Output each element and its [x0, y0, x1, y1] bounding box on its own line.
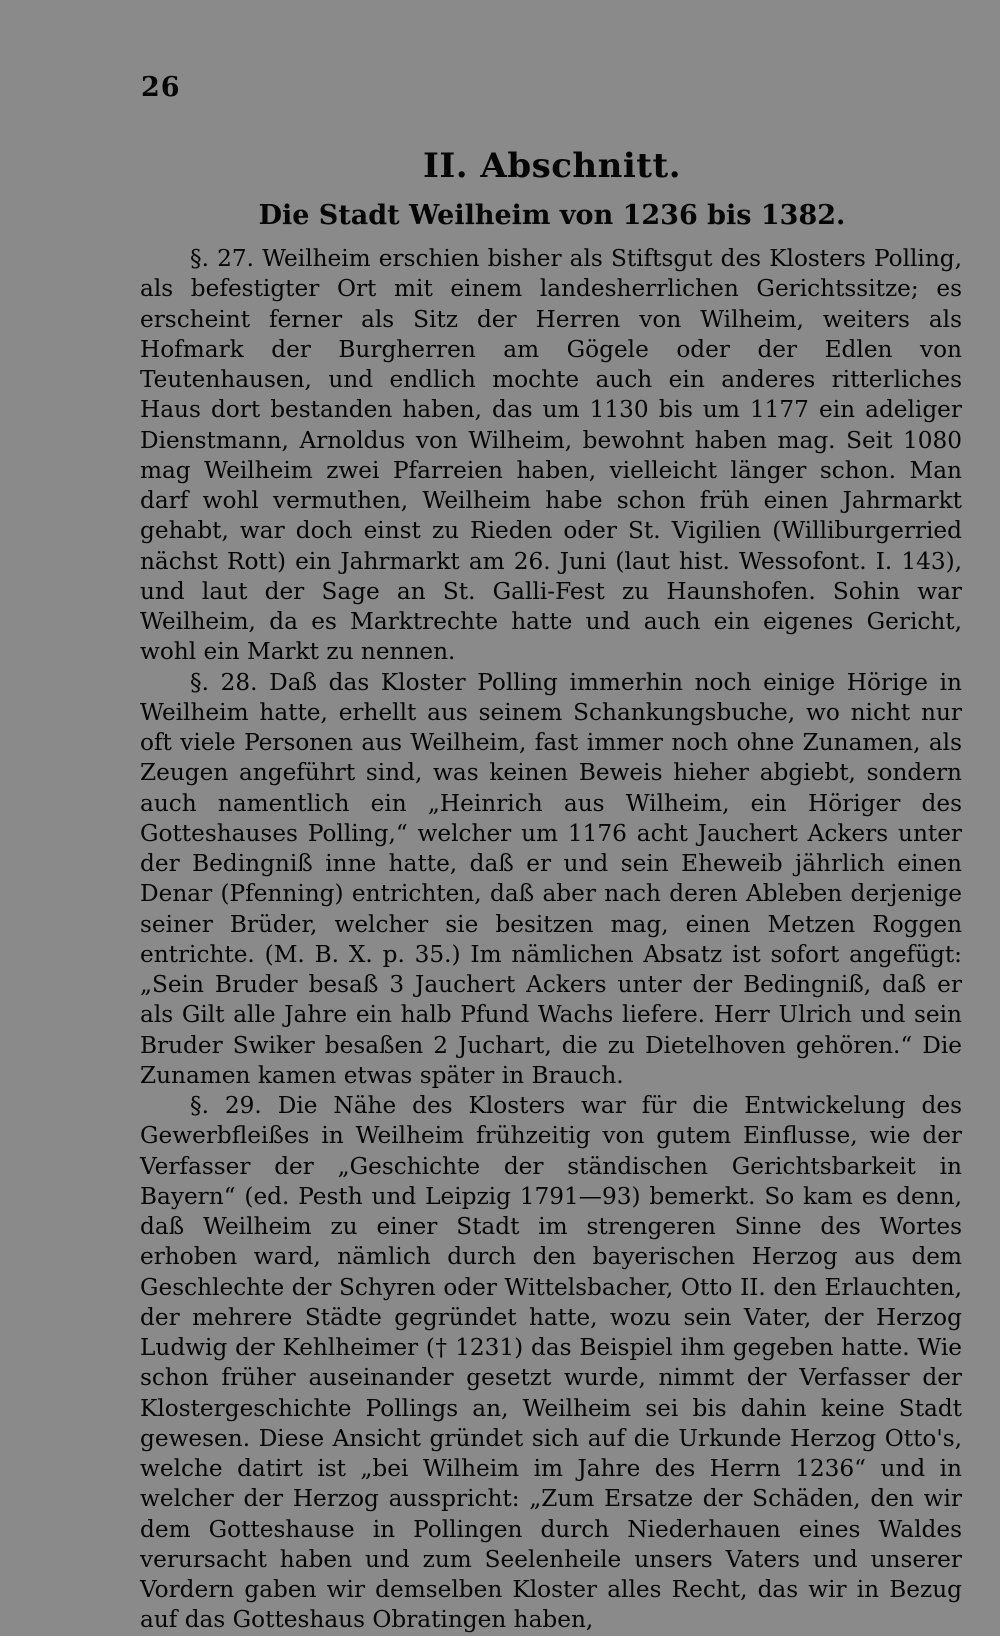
body-text — [140, 244, 962, 1636]
page-number: 26 — [141, 72, 181, 103]
chapter-subtitle: Die Stadt Weilheim von 1236 bis 1382. — [258, 200, 846, 231]
section-title: II. Abschnitt. — [422, 146, 682, 186]
paragraph-29: §. 29. Die Nähe des Klosters war für die Entwickelung des Gewerbfleißes in Weilheim frühzeitig von gutem Einflusse, wie der Verfasser der „Geschichte der ständischen Gerichtsbarkeit in Bayern“ (ed. Pesth und Leipzig 1791—93) bemerkt. So kam es denn, daß Weilheim zu einer Stadt im strengeren Sinne des Wortes erhoben ward, nämlich durch den bayerischen Herzog aus dem Geschlechte der Schyren oder Wittelsbacher, Otto II. den Erlauchten, der mehrere Städte gegründet hatte, wozu sein Vater, der Herzog Ludwig der Kehlheimer († 1231) das Beispiel ihm gegeben hatte. Wie schon früher auseinander gesetzt wurde, nimmt der Verfasser der Klostergeschichte Pollings an, Weilheim sei bis dahin keine Stadt gewesen. Diese Ansicht gründet sich auf die Urkunde Herzog Otto's, welche datirt ist „bei Wilheim im Jahre des Herrn 1236“ und in welcher der Herzog ausspricht: „Zum Ersatze der Schäden, den wir dem Gotteshause in Pollingen durch Niederhauen eines Waldes verursacht haben und zum Seelenheile unsers Vaters und unserer Vordern gaben wir demselben Kloster alles Recht, das wir in Bezug auf das Gotteshaus Obratingen haben, — [140, 1092, 962, 1634]
paragraph-28: §. 28. Daß das Kloster Polling immerhin noch einige Hörige in Weilheim hatte, erhellt aus seinem Schankungsbuche, wo nicht nur oft viele Personen aus Weilheim, fast immer noch ohne Zunamen, als Zeugen angeführt sind, was keinen Beweis hieher abgiebt, sondern auch namentlich ein „Heinrich aus Wilheim, ein Höriger des Gotteshauses Polling,“ welcher um 1176 acht Jauchert Ackers unter der Bedingniß inne hatte, daß er und sein Eheweib jährlich einen Denar (Pfenning) entrichten, daß aber nach deren Ableben derjenige seiner Brüder, welcher sie besitzen mag, einen Metzen Roggen entrichte. (M. B. X. p. 35.) Im nämlichen Absatz ist sofort angefügt: „Sein Bruder besaß 3 Jauchert Ackers unter der Bedingniß, daß er als Gilt alle Jahre ein halb Pfund Wachs liefere. Herr Ulrich und sein Bruder Swiker besaßen 2 Juchart, die zu Dietelhoven gehören.“ Die Zunamen kamen etwas später in Brauch. — [140, 668, 962, 1089]
paragraph-27: §. 27. Weilheim erschien bisher als Stiftsgut des Klosters Polling, als befestigter Ort mit einem landesherrlichen Gerichtssitze; es erscheint ferner als Sitz der Herren von Wilheim, weiters als Hofmark der Burgherren am Gögele oder der Edlen von Teutenhausen, und endlich mochte auch ein anderes ritterliches Haus dort bestanden haben, das um 1130 bis um 1177 ein adeliger Dienstmann, Arnoldus von Wilheim, bewohnt haben mag. Seit 1080 mag Weilheim zwei Pfarreien haben, vielleicht länger schon. Man darf wohl vermuthen, Weilheim habe schon früh einen Jahrmarkt gehabt, war doch einst zu Rieden oder St. Vigilien (Williburgerried nächst Rott) ein Jahrmarkt am 26. Juni (laut hist. Wessofont. I. 143), und laut der Sage an St. Galli-Fest zu Haunshofen. Sohin war Weilheim, da es Marktrechte hatte und auch ein eigenes Gericht, wohl ein Markt zu nennen. — [140, 245, 962, 666]
